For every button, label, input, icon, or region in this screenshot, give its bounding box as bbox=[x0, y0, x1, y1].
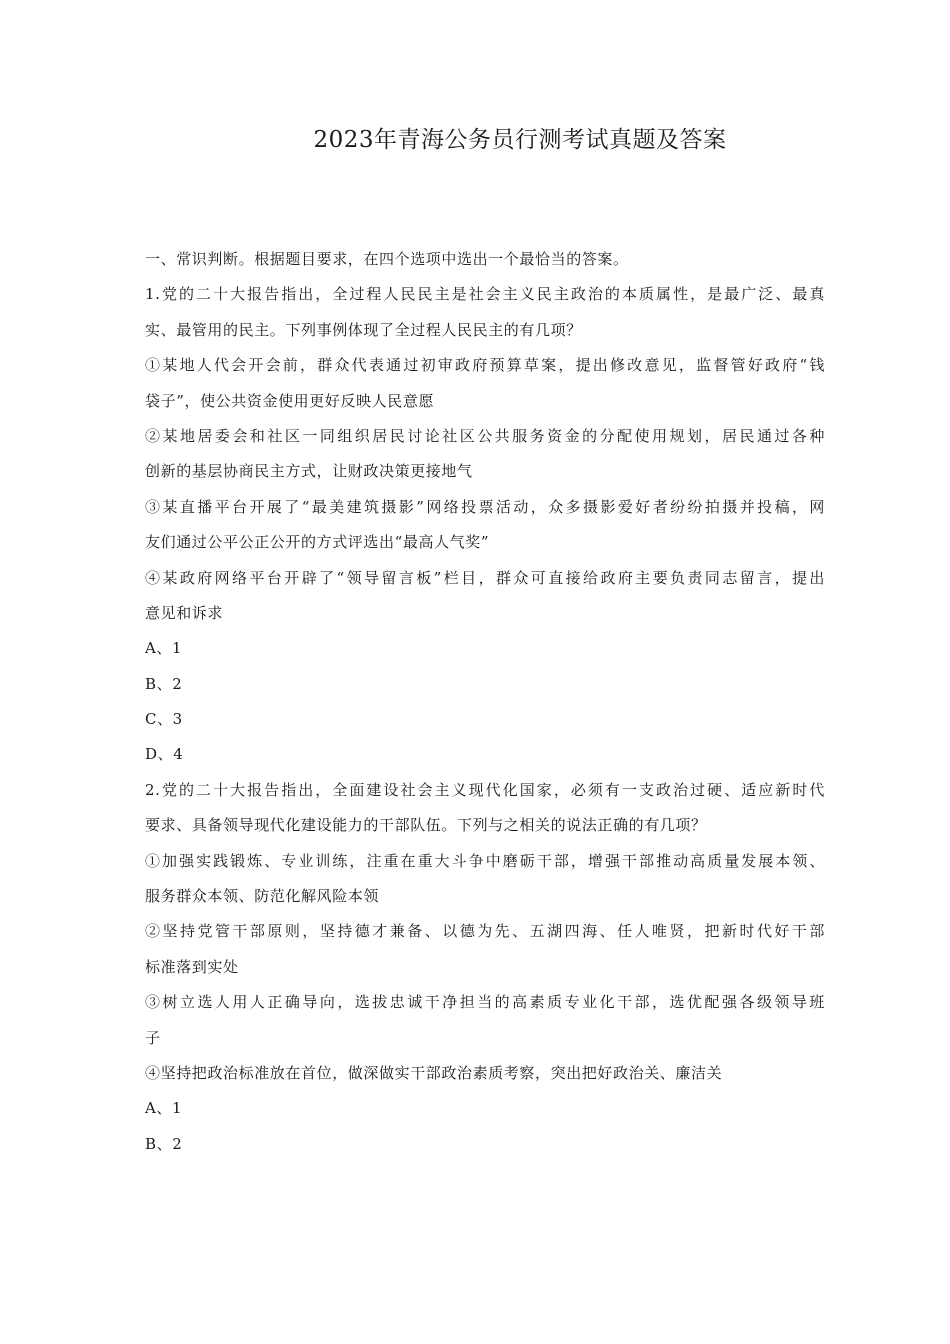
document-title: 2023年青海公务员行测考试真题及答案 bbox=[313, 127, 727, 153]
question-1-item-2-line-2: 创新的基层协商民主方式，让财政决策更接地气 bbox=[145, 462, 473, 481]
section-intro: 一、常识判断。根据题目要求，在四个选项中选出一个最恰当的答案。 bbox=[145, 250, 629, 268]
question-1-item-2-line-1: ②某地居委会和社区一同组织居民讨论社区公共服务资金的分配使用规划，居民通过各种 bbox=[145, 426, 825, 445]
question-2-item-3-line-1: ③树立选人用人正确导向，选拔忠诚干净担当的高素质专业化干部，选优配强各级领导班 bbox=[145, 993, 825, 1012]
question-1-item-1-line-2: 袋子”，使公共资金使用更好反映人民意愿 bbox=[145, 391, 435, 410]
question-1-option-c: C、3 bbox=[145, 710, 183, 729]
question-1 bbox=[145, 277, 825, 772]
question-2-item-1-line-2: 服务群众本领、防范化解风险本领 bbox=[145, 887, 380, 906]
question-2-stem-line-1: 2.党的二十大报告指出，全面建设社会主义现代化国家，必须有一支政治过硬、适应新时代 bbox=[145, 780, 825, 799]
question-1-option-b: B、2 bbox=[145, 674, 183, 693]
question-2 bbox=[145, 773, 825, 1162]
question-2-item-2-line-2: 标准落到实处 bbox=[145, 957, 239, 976]
document-body bbox=[145, 242, 825, 1162]
question-1-stem-line-1: 1.党的二十大报告指出，全过程人民民主是社会主义民主政治的本质属性，是最广泛、最真 bbox=[145, 285, 825, 304]
question-2-option-a: A、1 bbox=[145, 1099, 183, 1118]
question-2-item-2-line-1: ②坚持党管干部原则，坚持德才兼备、以德为先、五湖四海、任人唯贤，把新时代好干部 bbox=[145, 922, 825, 941]
question-1-stem-line-2: 实、最管用的民主。下列事例体现了全过程人民民主的有几项？ bbox=[145, 320, 582, 339]
question-1-item-3-line-1: ③某直播平台开展了“最美建筑摄影”网络投票活动，众多摄影爱好者纷纷拍摄并投稿，网 bbox=[145, 497, 825, 516]
question-2-option-b: B、2 bbox=[145, 1134, 183, 1153]
question-2-item-1-line-1: ①加强实践锻炼、专业训练，注重在重大斗争中磨砺干部，增强干部推动高质量发展本领、 bbox=[145, 851, 825, 870]
question-2-item-4-line-1: ④坚持把政治标准放在首位，做深做实干部政治素质考察，突出把好政治关、廉洁关 bbox=[145, 1063, 723, 1082]
question-1-item-1-line-1: ①某地人代会开会前，群众代表通过初审政府预算草案，提出修改意见，监督管好政府“钱 bbox=[145, 356, 825, 375]
question-2-item-3-line-2: 子 bbox=[145, 1028, 161, 1047]
question-1-item-3-line-2: 友们通过公平公正公开的方式评选出“最高人气奖” bbox=[145, 533, 490, 552]
question-1-option-d: D、4 bbox=[145, 745, 184, 764]
question-1-option-a: A、1 bbox=[145, 639, 183, 658]
question-1-item-4-line-1: ④某政府网络平台开辟了“领导留言板”栏目，群众可直接给政府主要负责同志留言，提出 bbox=[145, 568, 825, 587]
question-2-stem-line-2: 要求、具备领导现代化建设能力的干部队伍。下列与之相关的说法正确的有几项？ bbox=[145, 816, 707, 835]
question-1-item-4-line-2: 意见和诉求 bbox=[145, 603, 224, 622]
